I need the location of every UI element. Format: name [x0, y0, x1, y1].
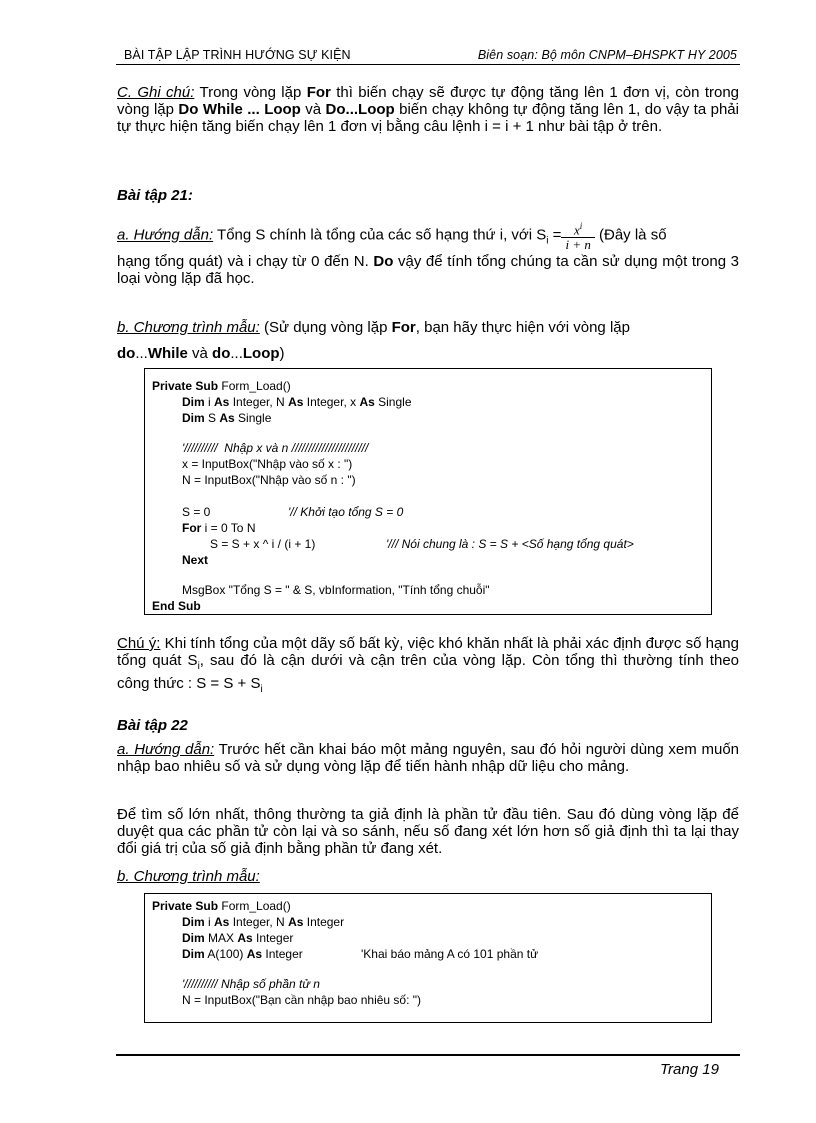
fraction-numerator: x: [574, 222, 580, 238]
code1-line-7: S = 0: [182, 505, 211, 519]
note-label: Chú ý:: [117, 635, 161, 652]
page-header: [116, 46, 740, 65]
code1-line-6: N = InputBox("Nhập vào số n : "): [182, 473, 356, 487]
exercise-21-sample: [117, 315, 739, 367]
code1-line-10: Next: [182, 553, 209, 567]
ex21-sub-i: i: [546, 235, 549, 247]
exercise-21-heading: Bài tập 21:: [117, 187, 193, 204]
code-block-2: [144, 893, 712, 1023]
note-paragraph: [117, 635, 739, 698]
ex21-sample-text-1: (Sử dụng vòng lặp: [259, 319, 392, 336]
ex21-sample-text-2: , bạn hãy thực hiện với vòng lặp: [415, 319, 630, 336]
code1-line-2: Dim i As Integer, N As Integer, x As Single: [182, 395, 412, 409]
code1-comment-init: '// Khởi tạo tổng S = 0: [288, 505, 404, 519]
note-c-bold-2: Do While ... Loop: [178, 101, 301, 118]
note-c-text-3: và: [300, 101, 326, 118]
note-c-label: C. Ghi chú:: [117, 84, 195, 101]
ex21-sample-bold-for: For: [391, 319, 416, 336]
code2-comment-array: 'Khai báo mảng A có 101 phần tử: [361, 947, 539, 961]
note-c-bold-1: For: [306, 84, 331, 101]
code1-line-1: Private Sub Form_Load(): [152, 379, 291, 393]
fraction-denominator: i + n: [561, 237, 594, 252]
header-author: Biên soạn: Bộ môn CNPM–ĐHSPKT HY 2005: [477, 48, 737, 62]
header-title: BÀI TẬP LẬP TRÌNH HƯỚNG SỰ KIỆN: [124, 48, 351, 62]
code1-comment-input: '////////// Nhập x và n ///////////////////////: [182, 441, 369, 455]
ex21-guide-text-1: Tổng S chính là tổng của các số hạng thứ i, với S: [213, 226, 547, 244]
ex22-sample-label: b. Chương trình mẫu:: [117, 868, 260, 885]
ex21-sample-dots-1: ...: [135, 345, 148, 362]
ex21-sample-text-va: và: [187, 345, 213, 362]
ex21-sample-bold-do1: do: [117, 345, 136, 362]
code1-line-3: Dim S As Single: [182, 411, 272, 425]
code2-line-6: N = InputBox("Bạn cần nhập bao nhiêu số: "): [182, 993, 422, 1007]
code2-comment-input: '////////// Nhập số phần tử n: [182, 977, 320, 991]
page-number: Trang 19: [660, 1061, 719, 1078]
ex21-sample-bold-while: While: [147, 345, 188, 362]
code1-line-11: MsgBox "Tổng S = " & S, vbInformation, "Tính tổng chuỗi": [182, 583, 490, 597]
code-block-1: [144, 368, 712, 615]
ex21-guide-bold-do: Do: [373, 253, 394, 270]
code2-line-3: Dim MAX As Integer: [182, 931, 294, 945]
note-sub-1: i: [197, 661, 200, 672]
code2-line-2: Dim i As Integer, N As Integer: [182, 915, 345, 929]
code1-comment-general: '/// Nói chung là : S = S + <Số hạng tổng quát>: [386, 537, 634, 551]
note-text-2: , sau đó là cận dưới và cận trên của vòng lặp. Còn tổng thì thường tính theo công thức : S = S + S: [117, 652, 739, 692]
ex21-sample-close: ): [279, 345, 285, 362]
exercise-21-guide: [117, 219, 739, 252]
ex21-guide-text-3: hạng tổng quát) và i chạy từ 0 đến N.: [117, 253, 374, 270]
note-text-1: Khi tính tổng của một dãy số bất kỳ, việc khó khăn nhất là phải xác định được số hạng tổng quát S: [117, 635, 739, 669]
exercise-22-guide: [117, 741, 739, 775]
ex21-sample-bold-loop: Loop: [242, 345, 280, 362]
ex22-guide-label: a. Hướng dẫn:: [117, 741, 215, 758]
code1-line-8: For i = 0 To N: [182, 521, 256, 535]
footer-divider: [116, 1054, 740, 1056]
code2-line-1: Private Sub Form_Load(): [152, 899, 291, 913]
exercise-22-heading: Bài tập 22: [117, 717, 188, 734]
ex21-eq: =: [548, 226, 562, 244]
note-c-text-4: biến chạy không tự động tăng lên 1, do vậy ta phải tự thực hiện tăng biến chạy lên 1 đơn vị bằng câu lệnh i = i + 1 như bài tập ở trên.: [117, 101, 739, 135]
ex21-guide-label: a. Hướng dẫn:: [117, 226, 214, 244]
ex21-sample-dots-2: ...: [230, 345, 243, 362]
ex21-sample-bold-do2: do: [212, 345, 231, 362]
fraction-exponent: i: [579, 221, 583, 231]
exercise-22-paragraph-2: Để tìm số lớn nhất, thông thường ta giả định là phần tử đầu tiên. Sau đó dùng vòng lặp để duyệt qua các phần tử còn lại và so sánh, nếu số đang xét lớn hơn số giả định thì ta lại thay đổi giá trị của số giả định bằng phần tử đang xét.: [117, 806, 739, 857]
code1-line-9: S = S + x ^ i / (i + 1): [210, 537, 316, 551]
exercise-21-guide-cont: [117, 253, 739, 287]
ex21-sample-label: b. Chương trình mẫu:: [117, 319, 260, 336]
general-term-fraction: [561, 219, 594, 252]
note-sub-2: i: [260, 684, 263, 695]
note-c-text-2: thì biến chạy sẽ được tự động tăng lên 1 đơn vị, còn trong vòng lặp: [117, 84, 740, 118]
ex21-guide-text-4: vậy để tính tổng chúng ta cần sử dụng một trong 3 loại vòng lặp đã học.: [117, 253, 739, 287]
code1-line-12: End Sub: [152, 599, 201, 613]
code2-line-4: Dim A(100) As Integer: [182, 947, 303, 961]
note-c-paragraph: [117, 84, 739, 135]
ex21-guide-text-2: (Đây là số: [594, 226, 667, 244]
ex22-guide-text: Trước hết cần khai báo một mảng nguyên, sau đó hỏi người dùng xem muốn nhập bao nhiêu số và sử dụng vòng lặp để tiến hành nhập dữ liệu cho mảng.: [117, 741, 740, 775]
note-c-text-1: Trong vòng lặp: [194, 84, 307, 101]
note-c-bold-3: Do...Loop: [325, 101, 395, 118]
code1-line-5: x = InputBox("Nhập vào số x : "): [182, 457, 353, 471]
exercise-22-sample: [117, 868, 739, 885]
